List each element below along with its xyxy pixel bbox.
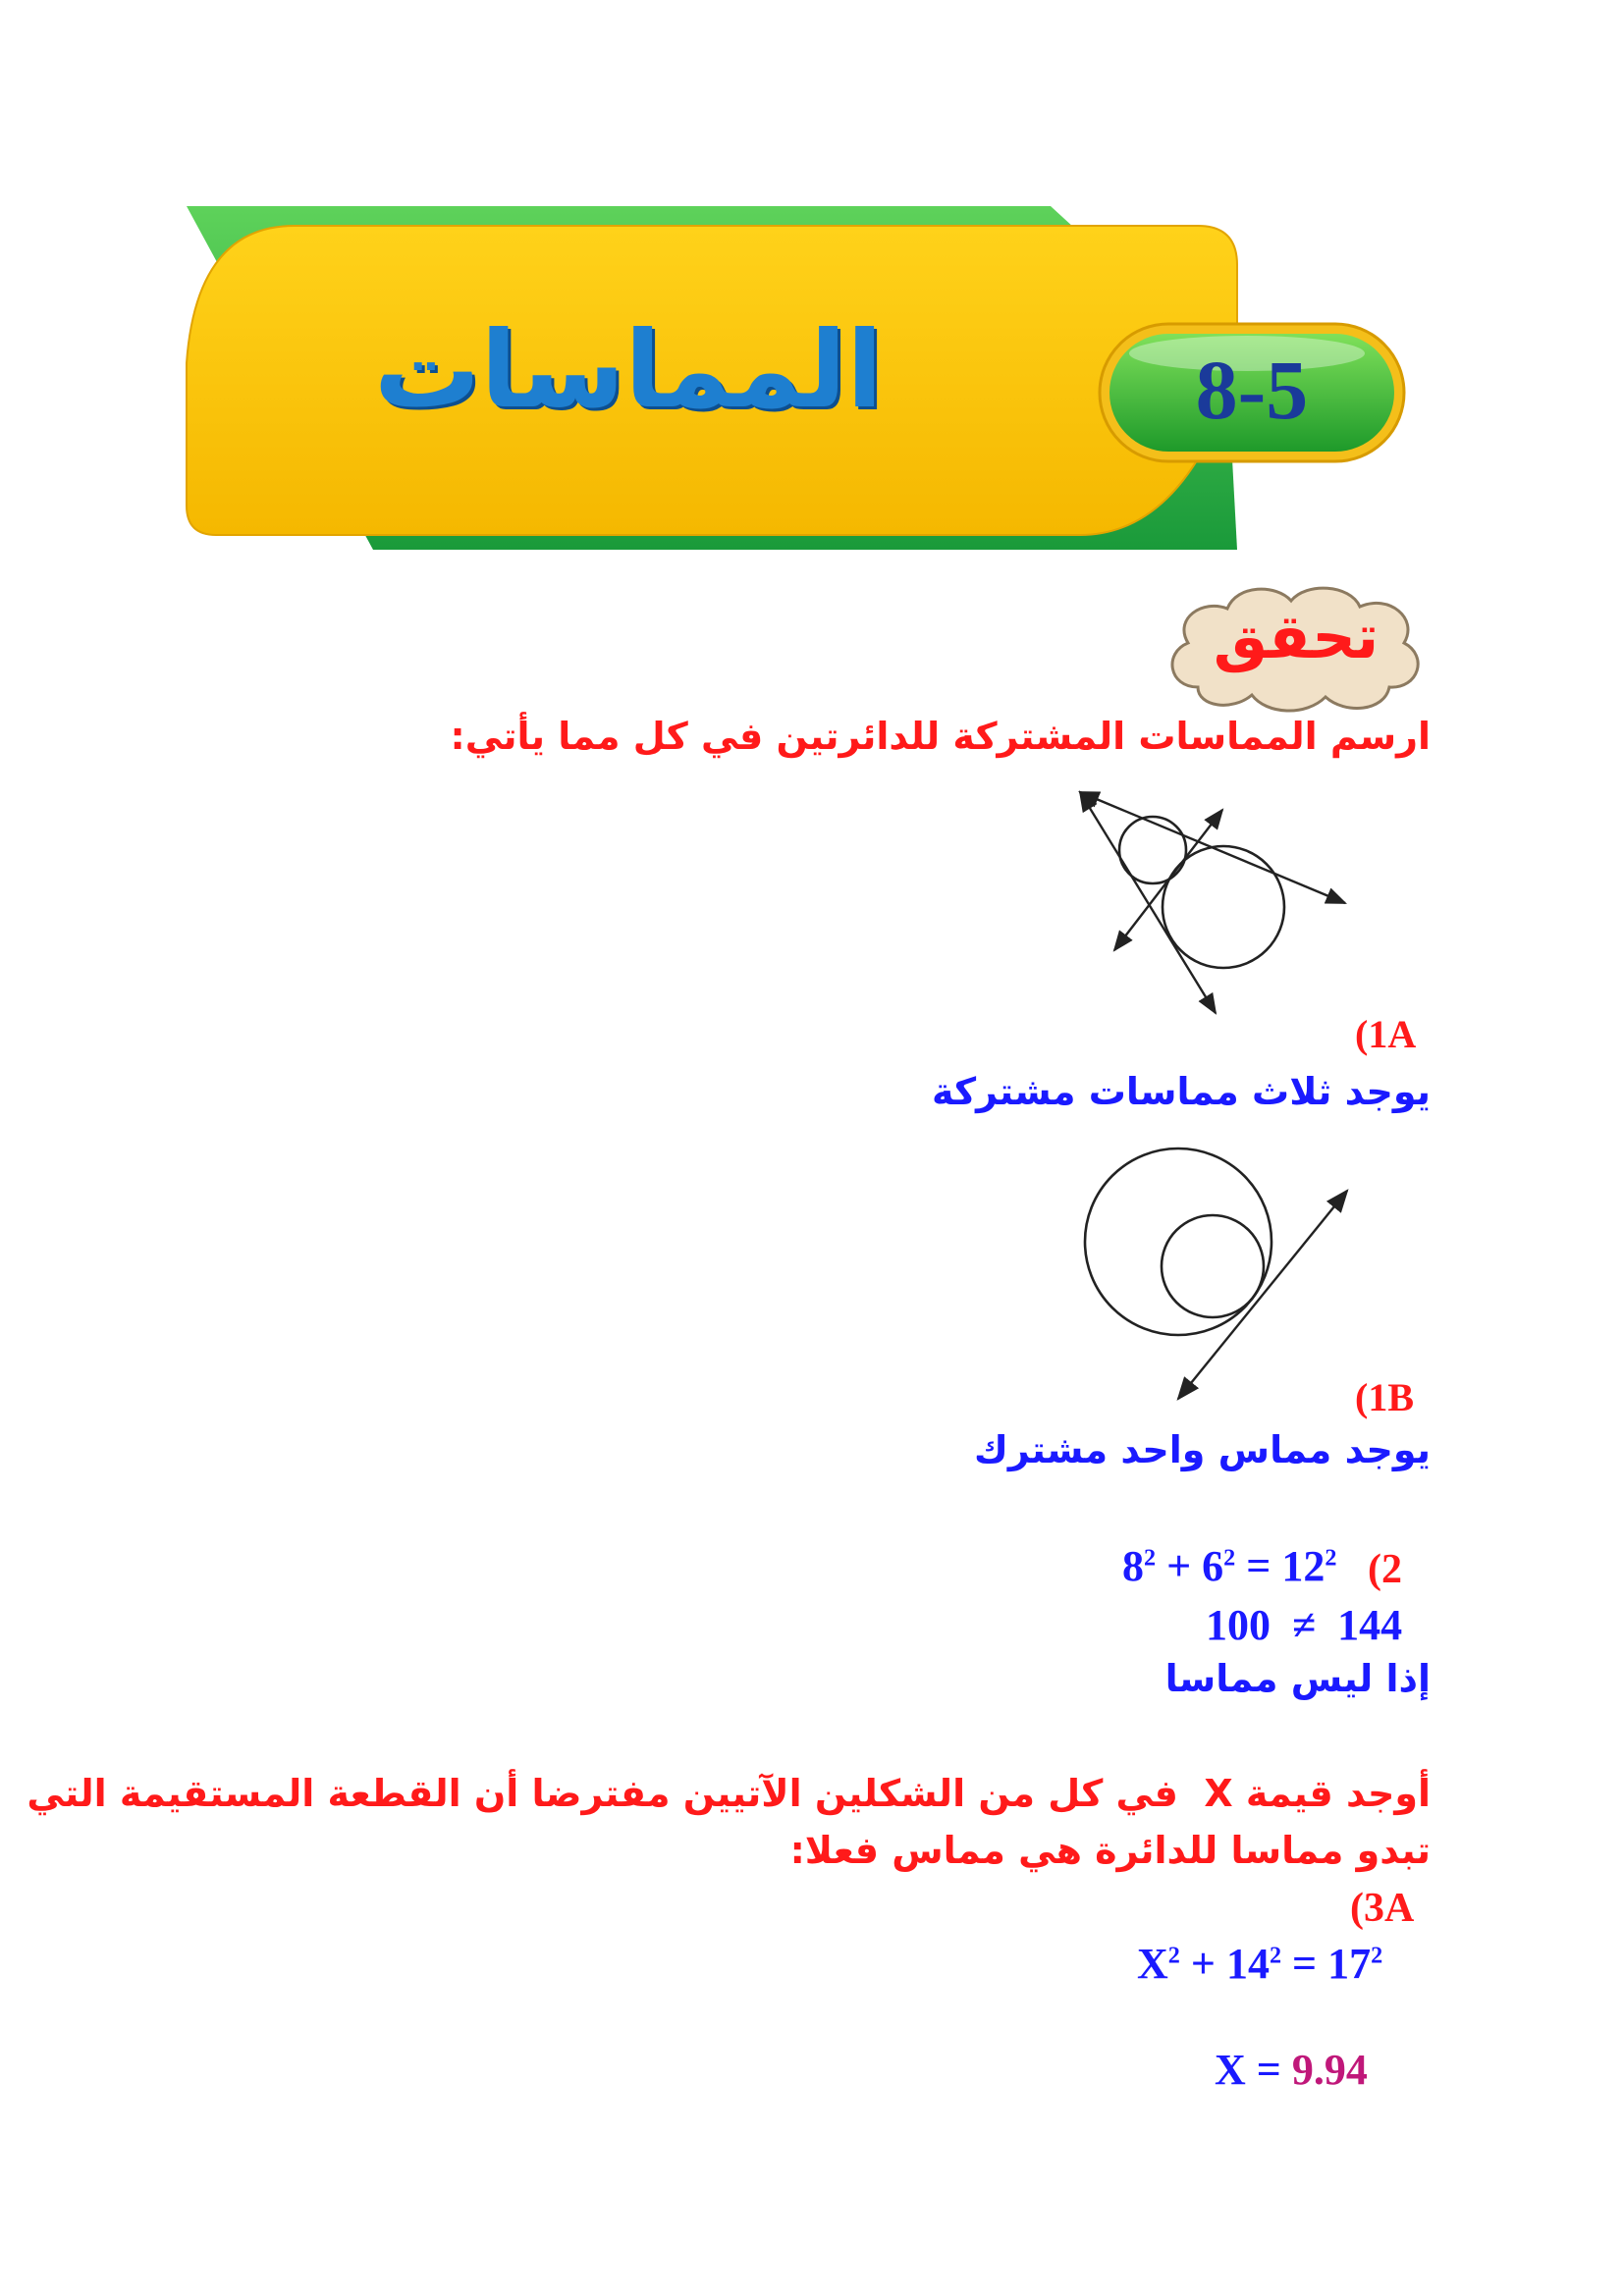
q3a-result-lhs: X = bbox=[1215, 2046, 1292, 2094]
two-external-circles-diagram bbox=[1060, 785, 1355, 1031]
lesson-banner bbox=[177, 196, 1434, 569]
figure-1b bbox=[1075, 1144, 1370, 1409]
q3-term-1: X bbox=[1137, 1940, 1168, 1988]
eq-term-3: 12 bbox=[1281, 1542, 1325, 1590]
q3-exp-2: 2 bbox=[1269, 1942, 1282, 1969]
q3a-equation: $X^2 + 14^2 = 17^2$ bbox=[1137, 1940, 1383, 1988]
q2-equation: $8^2 + 6^2 = 12^2$ bbox=[1122, 1542, 1337, 1590]
q3-instruction-line1: أوجد قيمة X في كل من الشكلين الآتيين مفترضا أن القطعة المستقيمة التي bbox=[27, 1772, 1431, 1815]
q1b-label: (1B bbox=[1355, 1375, 1414, 1419]
q3-term-3: 17 bbox=[1327, 1940, 1372, 1988]
eq-exp-2: 2 bbox=[1223, 1544, 1236, 1572]
q3a-result-value: 9.94 bbox=[1291, 2046, 1368, 2094]
q3-term-2: 14 bbox=[1225, 1940, 1270, 1988]
eq-exp-1: 2 bbox=[1144, 1544, 1157, 1572]
q1a-label: (1A bbox=[1355, 1012, 1417, 1056]
draw-tangents-instruction: ارسم المماسات المشتركة للدائرتين في كل مما يأتي: bbox=[450, 715, 1431, 758]
q3a-result bbox=[1193, 1995, 1368, 2095]
q3-exp-3: 2 bbox=[1371, 1942, 1383, 1969]
q1a-answer: يوجد ثلاث مماسات مشتركة bbox=[931, 1070, 1431, 1113]
q2-number: (2 bbox=[1368, 1547, 1402, 1592]
check-label: تحقق bbox=[1213, 601, 1380, 672]
q2-conclusion: إذا ليس مماسا bbox=[1164, 1657, 1431, 1700]
lesson-title: المماسات bbox=[373, 309, 884, 432]
q3-instruction-line2: تبدو مماسا للدائرة هي مماس فعلا: bbox=[789, 1829, 1431, 1872]
q3a-label: (3A bbox=[1350, 1886, 1415, 1931]
check-cloud bbox=[1159, 579, 1434, 717]
eq-exp-3: 2 bbox=[1325, 1544, 1337, 1572]
figure-1a bbox=[1060, 785, 1355, 1031]
eq-term-2: 6 bbox=[1202, 1542, 1224, 1590]
q1b-answer: يوجد مماس واحد مشترك bbox=[974, 1428, 1431, 1471]
q3-exp-1: 2 bbox=[1167, 1942, 1180, 1969]
eq-term-1: 8 bbox=[1122, 1542, 1144, 1590]
q2-inequality: 100 ≠ 144 bbox=[1206, 1601, 1403, 1649]
two-internally-tangent-circles-diagram bbox=[1075, 1144, 1370, 1409]
lesson-number-badge: 8-5 bbox=[1195, 343, 1309, 437]
